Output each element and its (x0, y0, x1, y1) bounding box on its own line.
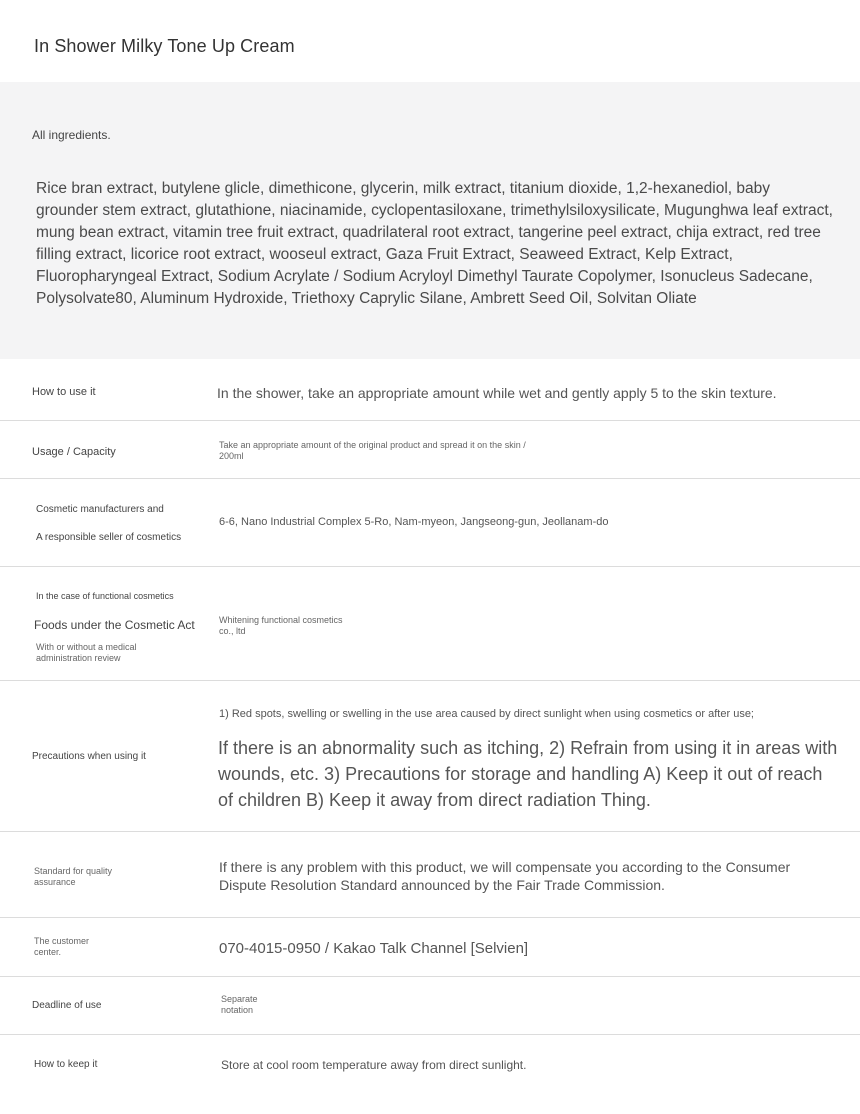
functional-value-line1: Whitening functional cosmetics (219, 615, 343, 625)
deadline-row (0, 977, 860, 1035)
storage-label: How to keep it (34, 1059, 98, 1070)
storage-value: Store at cool room temperature away from direct sunlight. (221, 1058, 527, 1072)
precautions-value-large: If there is an abnormality such as itching, 2) Refrain from using it in areas with wounds, etc. 3) Precautions for storage and handling A) Keep it out of reach of children B) Keep it away from direct radiation Thing. (218, 738, 838, 810)
ingredients-section (0, 82, 860, 359)
manufacturer-row (0, 479, 860, 567)
precautions-row (0, 681, 860, 832)
customer-center-label-line1: The customer (34, 936, 90, 946)
how-to-use-value: In the shower, take an appropriate amount while wet and gently apply 5 to the skin texture. (217, 385, 777, 401)
usage-value-line1: Take an appropriate amount of the original product and spread it on the skin / (219, 440, 526, 450)
quality-label-line1: Standard for quality (34, 866, 113, 876)
functional-row (0, 567, 860, 681)
functional-value (219, 615, 343, 637)
usage-value (219, 440, 526, 462)
manufacturer-label-line2: A responsible seller of cosmetics (36, 532, 182, 543)
ingredients-label: All ingredients. (32, 128, 111, 142)
deadline-value-line2: notation (221, 1005, 254, 1015)
quality-row (0, 832, 860, 918)
quality-label-line2: assurance (34, 877, 76, 887)
usage-label: Usage / Capacity (32, 446, 116, 458)
manufacturer-label-line1: Cosmetic manufacturers and (36, 504, 164, 515)
customer-center-value: 070-4015-0950 / Kakao Talk Channel [Selvien] (219, 940, 529, 957)
deadline-value-line1: Separate (221, 994, 258, 1004)
quality-value: If there is any problem with this product, we will compensate you according to the Consumer Dispute Resolution Standard announced by the Fair Trade Commission. (219, 859, 791, 893)
customer-center-row (0, 918, 860, 977)
functional-label-line4: administration review (36, 653, 121, 663)
precautions-value-small: 1) Red spots, swelling or swelling in the use area caused by direct sunlight when using cosmetics or after use; (219, 708, 754, 720)
usage-row (0, 421, 860, 479)
how-to-use-row (0, 359, 860, 421)
ingredients-text: Rice bran extract, butylene glicle, dimethicone, glycerin, milk extract, titanium dioxide, 1,2-hexanediol, baby grounder stem extract, glutathione, niacinamide, cyclopentasiloxane, trimethylsiloxysilicate, Mugunghwa leaf extract, mung bean extract, vitamin tree fruit extract, quadrilateral root extract, tangerine peel extract, chija extract, red tree filling extract, licorice root extract, wooseul extract, Gaza Fruit Extract, Seaweed Extract, Kelp Extract, Fluoropharyngeal Extract, Sodium Acrylate / Sodium Acryloyl Dimethyl Taurate Copolymer, Isonucleus Sadecane, Polysolvate80, Aluminum Hydroxide, Triethoxy Caprylic Silane, Ambrett Seed Oil, Solvitan Oliate (36, 180, 833, 307)
deadline-value (221, 994, 258, 1016)
functional-label-line3: With or without a medical (36, 642, 137, 652)
customer-center-label-line2: center. (34, 947, 62, 957)
usage-value-line2: 200ml (219, 451, 244, 461)
precautions-label: Precautions when using it (32, 751, 146, 762)
deadline-label: Deadline of use (32, 1000, 102, 1011)
functional-label-line2: Foods under the Cosmetic Act (34, 618, 195, 632)
how-to-use-label: How to use it (32, 386, 96, 398)
product-title: In Shower Milky Tone Up Cream (34, 36, 295, 56)
manufacturer-value: 6-6, Nano Industrial Complex 5-Ro, Nam-myeon, Jangseong-gun, Jeollanam-do (219, 516, 609, 528)
storage-row (0, 1035, 860, 1114)
functional-value-line2: co., ltd (219, 626, 246, 636)
functional-label-line1: In the case of functional cosmetics (36, 591, 174, 601)
